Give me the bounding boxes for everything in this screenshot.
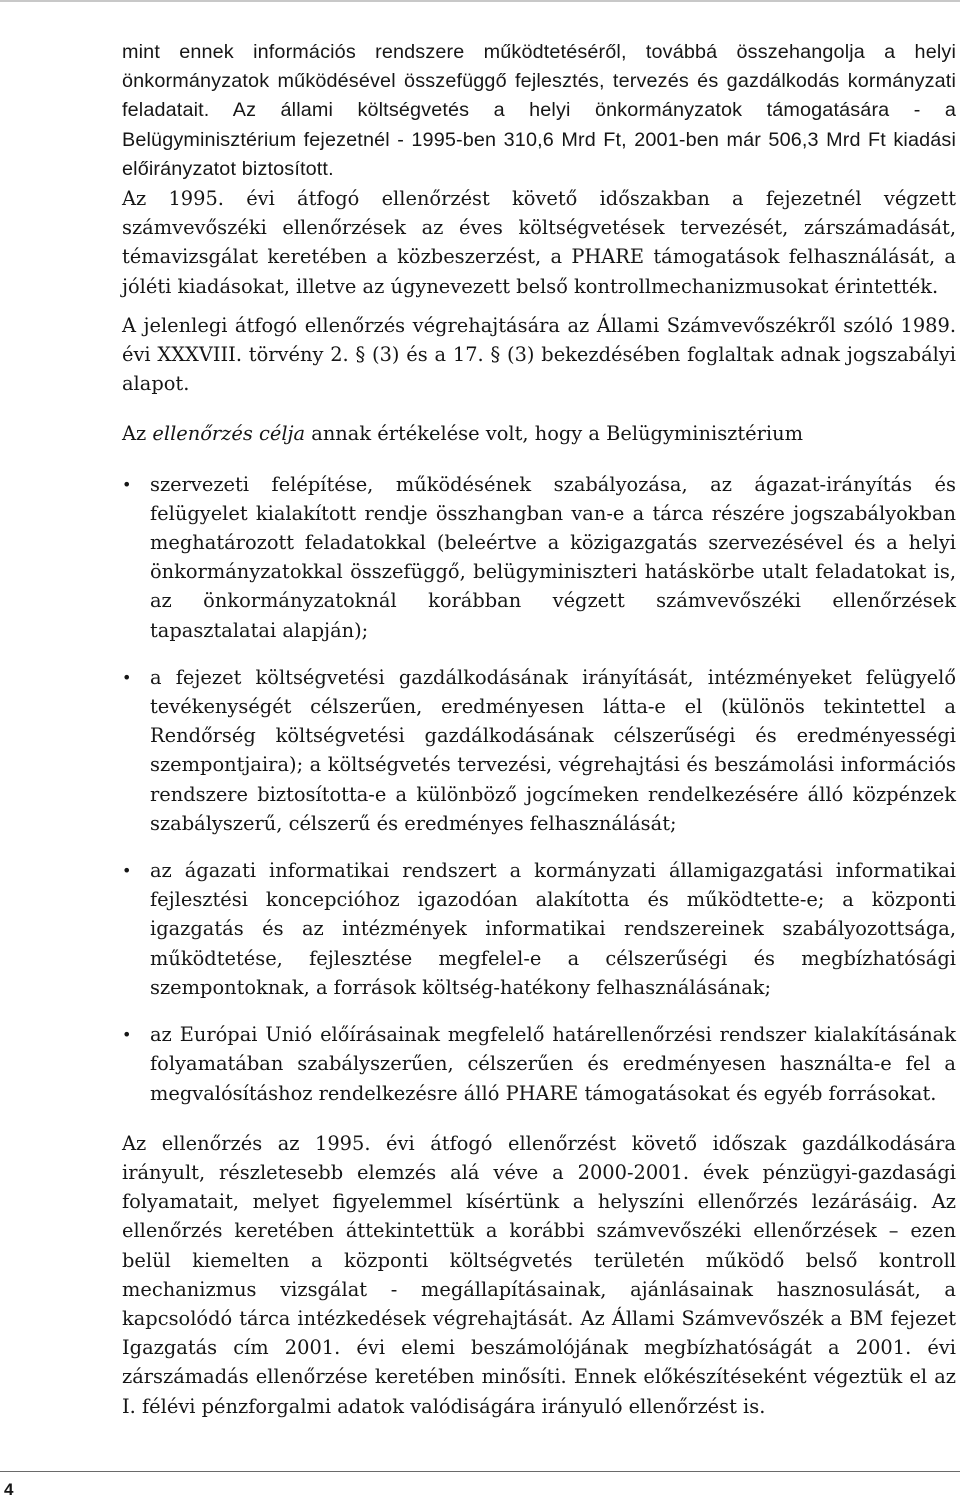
bullet-icon: •	[122, 861, 132, 881]
list-item-text: az Európai Unió előírásainak megfelelő határellenőrzési rendszer kialakításának folyamatában szabályszerűen, célszerűen és eredményesen használta-e fel a megvalósításhoz rendelkezésre álló PHARE támogatásokat és egyéb forrásokat.	[150, 1023, 956, 1105]
audit-goal-suffix: annak értékelése volt, hogy a Belügyminisztérium	[305, 422, 803, 446]
audit-goal-list	[122, 470, 956, 1108]
page-number: 4	[4, 1480, 14, 1499]
paragraph-previous-audits: Az 1995. évi átfogó ellenőrzést követő időszakban a fejezetnél végzett számvevőszéki ellenőrzések az éves költségvetések tervezését, zárszámadását, témavizsgálat keretében a közbeszerzést, a PHARE támogatások felhasználását, a jóléti kiadásokat, illetve az úgynevezett belső kontrollmechanizmusokat érintették.	[122, 187, 956, 298]
paragraph-audit-goal	[122, 419, 956, 448]
bullet-icon: •	[122, 667, 132, 687]
list-item	[122, 856, 956, 1002]
audit-goal-prefix: Az	[122, 422, 153, 446]
list-item	[122, 1020, 956, 1108]
paragraph-legal-basis: A jelenlegi átfogó ellenőrzés végrehajtására az Állami Számvevőszékről szóló 1989. évi XXXVIII. törvény 2. § (3) és a 17. § (3) bekezdésében foglaltak adnak jogszabályi alapot.	[122, 313, 956, 396]
paragraph-intro: mint ennek információs rendszere működtetéséről, továbbá összehangolja a helyi önkormányzatok működésével összefüggő fejlesztés, tervezés és gazdálkodás kormányzati feladatait. Az állami költségvetés a helyi önkormányzatok támogatására - a Belügyminisztérium fejezetnél - 1995-ben 310,6 Mrd Ft, 2001-ben már 506,3 Mrd Ft kiadási előirányzatot biztosított.	[122, 41, 956, 180]
document-page	[122, 38, 956, 1421]
footer-rule	[0, 1471, 960, 1472]
paragraph-audit-scope: Az ellenőrzés az 1995. évi átfogó ellenőrzést követő időszak gazdálkodására irányult, részletesebb elemzés alá véve a 2000-2001. évek pénzügyi-gazdasági folyamatait, melyet figyelemmel kísértünk a helyszíni ellenőrzés lezárásáig. Az ellenőrzés keretében áttekintettük a korábbi számvevőszéki ellenőrzések – ezen belül kiemelten a központi költségvetés területén működő belső kontroll mechanizmus vizsgálat - megállapításainak, ajánlásainak hasznosulását, a kapcsolódó tárca intézkedések végrehajtását. Az Állami Számvevőszék a BM fejezet Igazgatás cím 2001. évi elemi beszámolójának megbízhatóságát a 2001. évi zárszámadás ellenőrzése keretében minősíti. Ennek előkészítéseként végeztük el az I. félévi pénzforgalmi adatok valódiságára irányuló ellenőrzést is.	[122, 1131, 956, 1418]
list-item-text: szervezeti felépítése, működésének szabályozása, az ágazat-irányítás és felügyelet kialakított rendje összhangban van-e a tárca részére jogszabályokban meghatározott feladatokkal (beleértve a közigazgatás szervezésével és a helyi önkormányzatokkal összefüggő, belügyminiszteri hatáskörbe utalt feladatokat is, az önkormányzatoknál korábban végzett számvevőszéki ellenőrzések tapasztalatai alapján);	[150, 472, 956, 642]
list-item-text: a fejezet költségvetési gazdálkodásának irányítását, intézményeket felügyelő tevékenységét célszerűen, eredményesen látta-e el (különös tekintettel a Rendőrség költségvetési gazdálkodásának célszerűségi és eredményességi szempontjaira); a költségvetés tervezési, végrehajtási és beszámolási információs rendszere biztosította-e a különböző jogcímeken rendelkezésére álló közpénzek szabályszerű, célszerű és eredményes felhasználását;	[150, 665, 956, 835]
list-item-text: az ágazati informatikai rendszert a kormányzati államigazgatási informatikai fejlesztési koncepcióhoz igazodóan alakította és működtette-e; a központi igazgatás és az intézmények informatikai rendszereinek szabályozottsága, működtetése, fejlesztése megfelel-e a célszerűségi és megbízhatósági szempontoknak, a források költség-hatékony felhasználásának;	[150, 859, 956, 999]
bullet-icon: •	[122, 474, 132, 494]
list-item	[122, 470, 956, 645]
audit-goal-emphasis: ellenőrzés célja	[152, 422, 306, 446]
top-rule	[0, 0, 960, 2]
list-item	[122, 663, 956, 838]
bullet-icon: •	[122, 1025, 132, 1045]
